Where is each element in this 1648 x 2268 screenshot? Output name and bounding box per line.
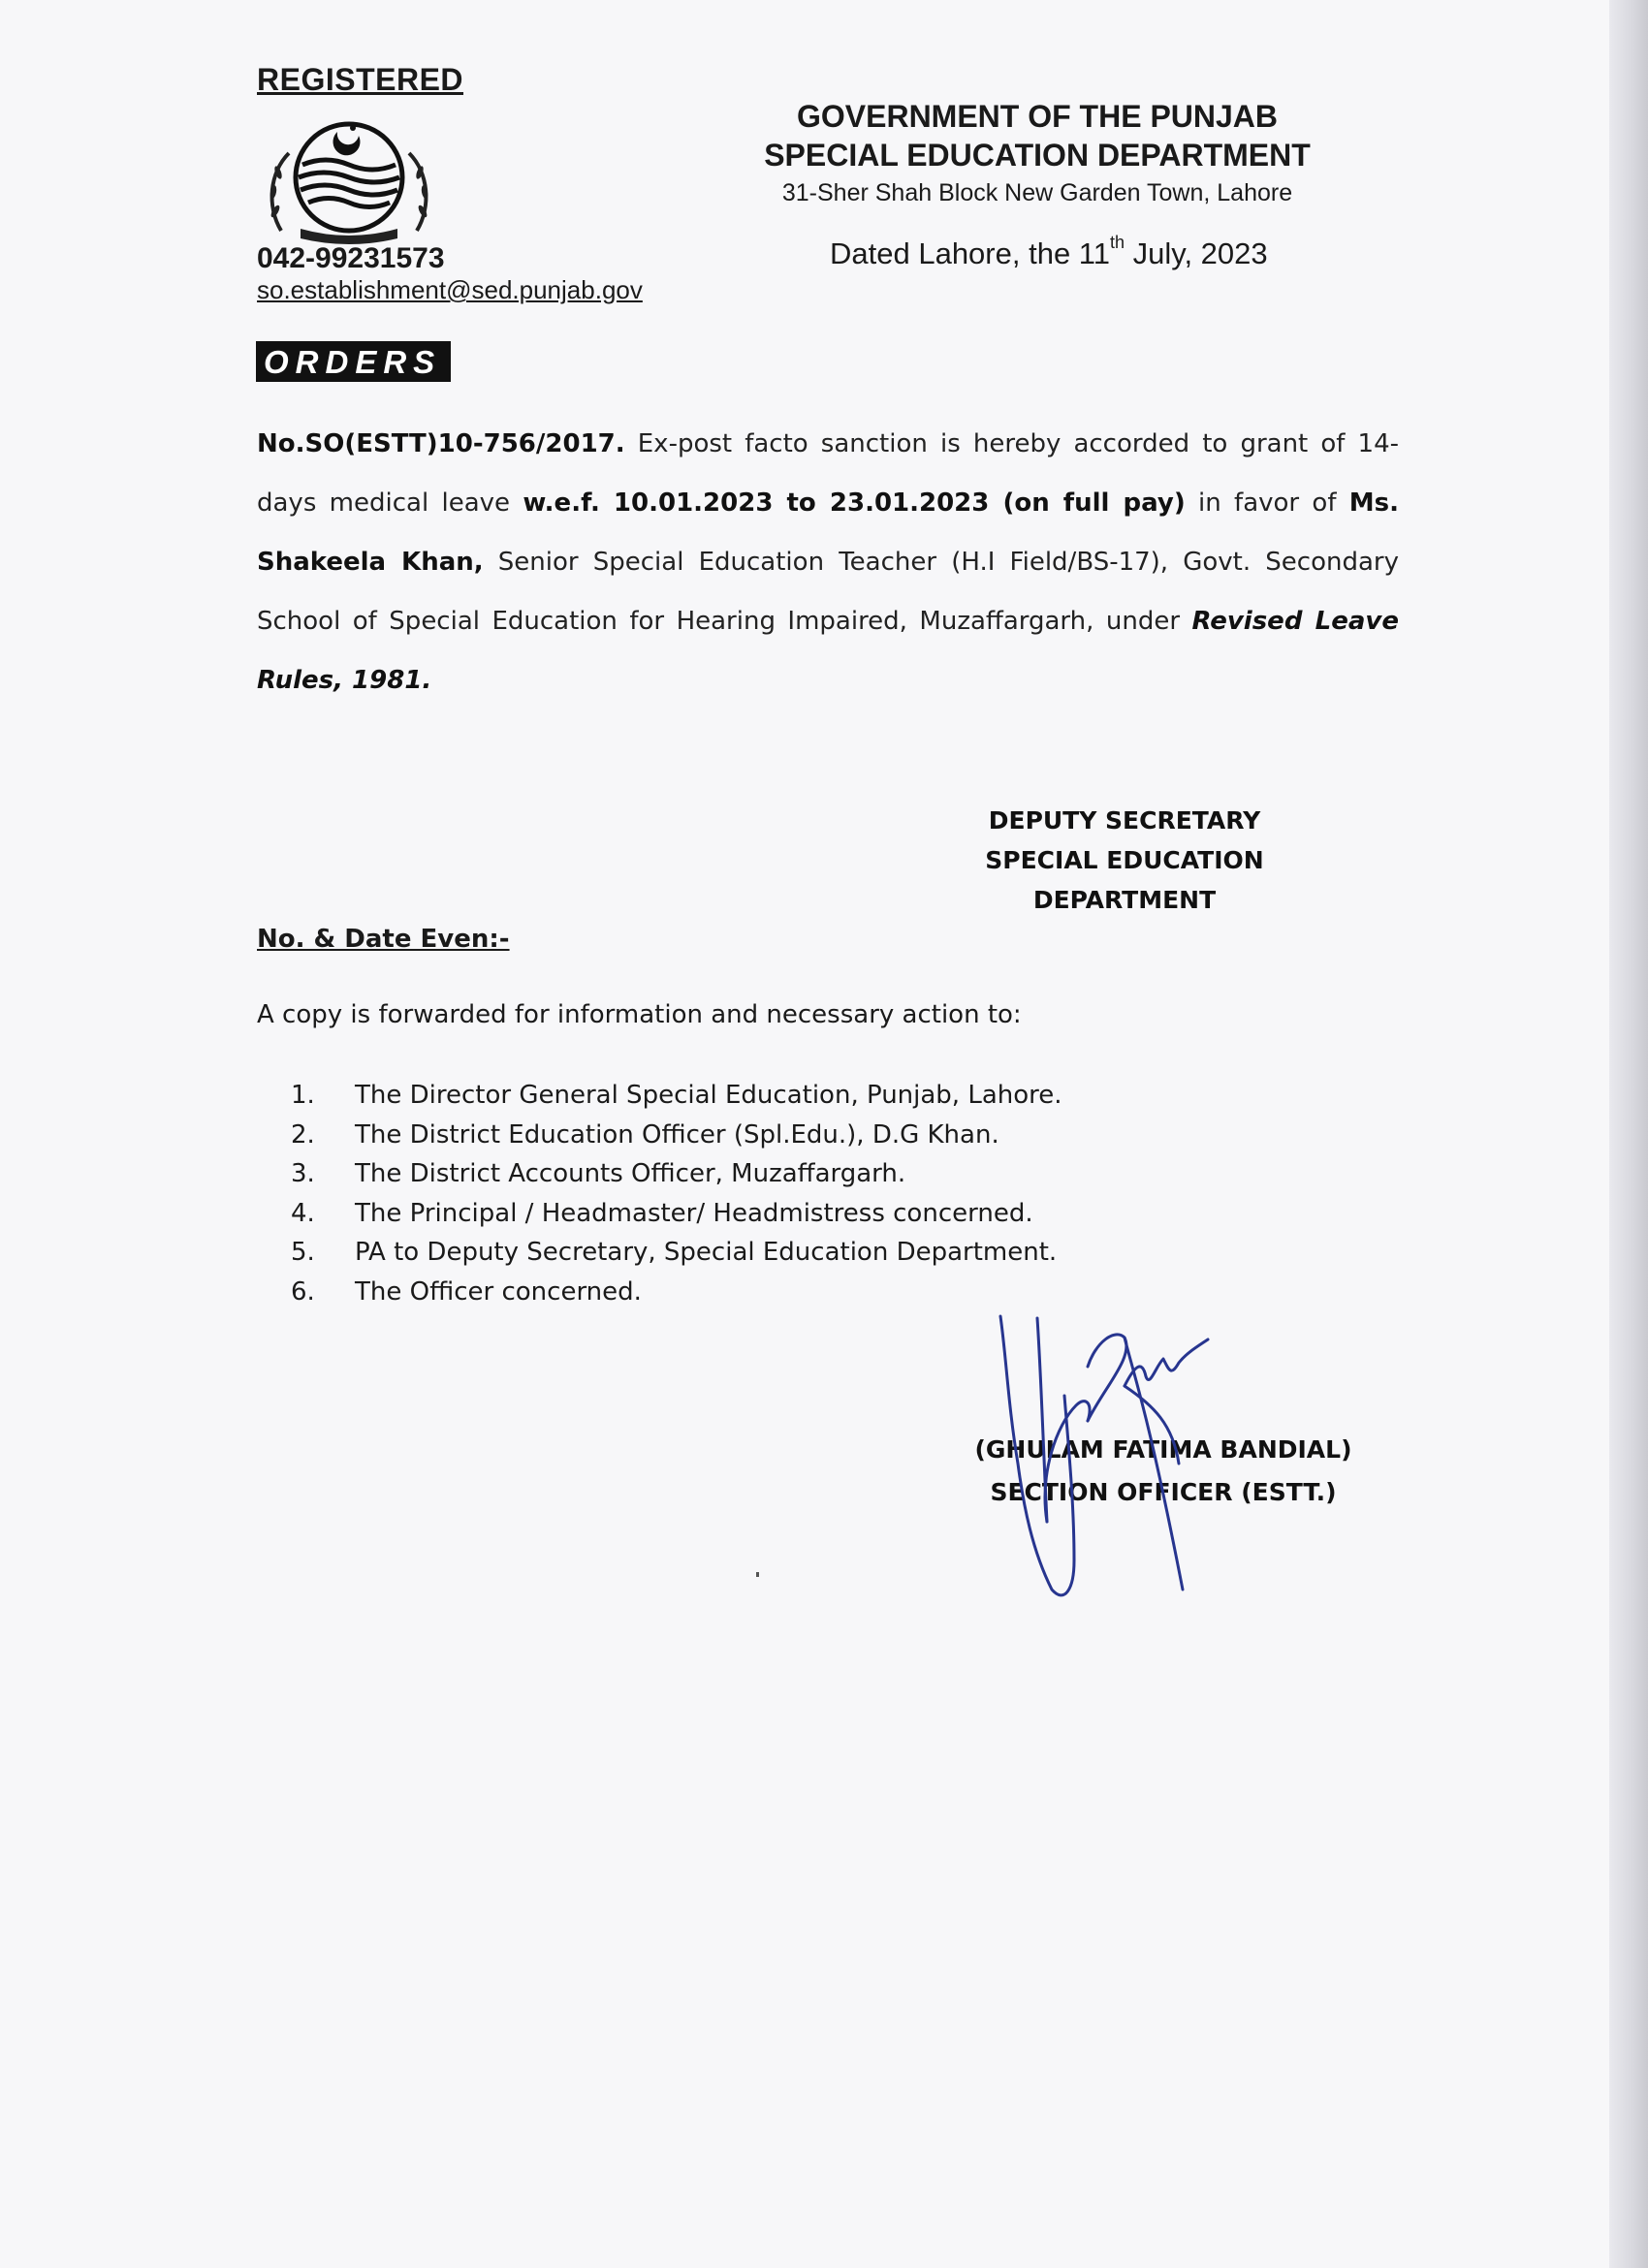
handwritten-signature-icon xyxy=(979,1299,1270,1599)
order-text-1: Ex-post facto sanction is hereby accorded to grant of 14-days medical leave xyxy=(257,429,1399,518)
distribution-list xyxy=(291,1076,1062,1311)
list-number: 3. xyxy=(291,1159,315,1188)
list-number: 1. xyxy=(291,1081,315,1110)
list-number: 5. xyxy=(291,1238,315,1267)
list-number: 6. xyxy=(291,1276,315,1307)
order-number: No.SO(ESTT)10-756/2017. xyxy=(257,429,625,458)
department-title: SPECIAL EDUCATION DEPARTMENT xyxy=(764,138,1311,173)
list-text: The Principal / Headmaster/ Headmistress concerned. xyxy=(355,1198,1033,1228)
government-title: GOVERNMENT OF THE PUNJAB xyxy=(796,99,1279,134)
list-text: The District Accounts Officer, Muzaffargarh. xyxy=(355,1159,906,1188)
list-item xyxy=(291,1116,1062,1155)
list-text: The District Education Officer (Spl.Edu.), D.G Khan. xyxy=(355,1119,999,1150)
officer-designation: SECTION OFFICER (ESTT.) xyxy=(990,1478,1337,1506)
list-item xyxy=(291,1273,1062,1312)
date-prefix: Dated Lahore, the 11 xyxy=(830,236,1110,270)
date-superscript: th xyxy=(1109,233,1125,252)
punjab-emblem-icon xyxy=(262,114,436,248)
list-item xyxy=(291,1233,1062,1273)
employee-name: Ms. Shakeela Khan, xyxy=(257,488,1400,577)
date-line xyxy=(830,233,1268,271)
list-item xyxy=(291,1194,1062,1234)
phone-number: 042-99231573 xyxy=(257,242,445,274)
page-edge xyxy=(1609,0,1648,2268)
list-text: The Director General Special Education, Punjab, Lahore. xyxy=(355,1081,1062,1110)
order-text-2: in favor of xyxy=(1185,488,1349,518)
list-text: The Officer concerned. xyxy=(355,1276,642,1307)
scan-speck xyxy=(756,1572,759,1577)
letterhead xyxy=(756,97,1318,209)
registered-label: REGISTERED xyxy=(257,62,464,97)
signatory-line-3: DEPARTMENT xyxy=(1032,886,1217,914)
email-link[interactable]: so.establishment@sed.punjab.gov xyxy=(257,275,643,304)
date-suffix: July, 2023 xyxy=(1125,236,1268,270)
list-text: PA to Deputy Secretary, Special Education Department. xyxy=(355,1238,1058,1267)
even-reference: No. & Date Even:- xyxy=(257,925,510,954)
leave-rules: Revised Leave Rules, 1981. xyxy=(257,607,1400,695)
list-item xyxy=(291,1154,1062,1194)
leave-dates: w.e.f. 10.01.2023 to 23.01.2023 (on full pay) xyxy=(523,488,1186,518)
officer-name: (GHULAM FATIMA BANDIAL) xyxy=(974,1435,1352,1464)
department-address: 31-Sher Shah Block New Garden Town, Lahore xyxy=(781,179,1293,206)
signatory-line-1: DEPUTY SECRETARY xyxy=(988,806,1261,835)
list-item xyxy=(291,1076,1062,1116)
signatory-line-2: SPECIAL EDUCATION xyxy=(985,846,1264,874)
order-paragraph xyxy=(257,415,1399,710)
copy-forwarded-line: A copy is forwarded for information and necessary action to: xyxy=(257,1000,1022,1029)
order-text-3: Senior Special Education Teacher (H.I Field/BS-17), Govt. Secondary School of Special Education for Hearing Impaired, Muzaffargarh, under xyxy=(257,548,1399,636)
list-number: 4. xyxy=(291,1198,315,1228)
orders-heading: ORDERS xyxy=(256,341,451,382)
deputy-secretary-block xyxy=(969,801,1280,920)
list-number: 2. xyxy=(291,1119,315,1150)
